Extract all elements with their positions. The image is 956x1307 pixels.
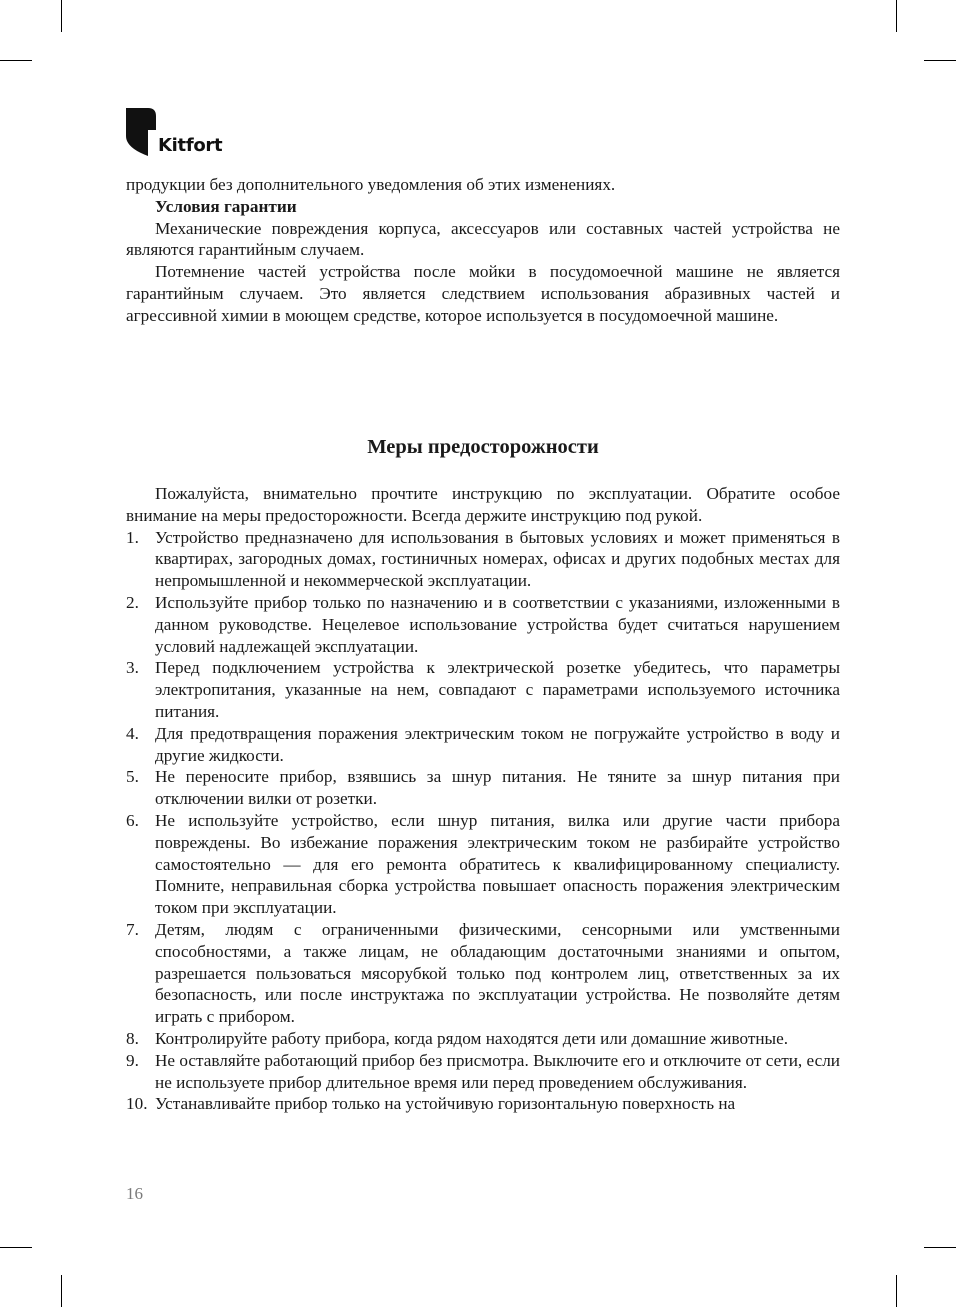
crop-mark-right-top bbox=[924, 60, 956, 61]
safety-lead: Пожалуйста, внимательно прочтите инструкцию по эксплуатации. Обратите особое внимание на меры предосторожности. Всегда держите инструкцию под рукой. bbox=[126, 484, 840, 525]
warranty-section bbox=[126, 174, 840, 327]
crop-mark-bottom-left bbox=[61, 1275, 62, 1307]
list-item: 6. Не используйте устройство, если шнур питания, вилка или другие части прибора повреждены. Во избежание поражения электрическим током не разбирайте устройство самостоятельно — для его ремонта обратитесь к квалифицированному специалисту. Помните, неправильная сборка устройства повышает опасность поражения электрическим током при эксплуатации. bbox=[126, 810, 840, 918]
list-item: 3. Перед подключением устройства к электрической розетке убедитесь, что параметры электропитания, указанные на нем, совпадают с параметрами используемого источника питания. bbox=[126, 658, 840, 721]
crop-mark-right-bottom bbox=[924, 1247, 956, 1248]
section-title: Меры предосторожности bbox=[367, 436, 599, 458]
crop-mark-bottom-right bbox=[896, 1275, 897, 1307]
list-item: 10. Устанавливайте прибор только на устойчивую горизонтальную поверхность на bbox=[126, 1094, 736, 1114]
warranty-paragraph-1: Механические повреждения корпуса, аксессуаров или составных частей устройства не являются гарантийным случаем. bbox=[126, 218, 840, 260]
list-item: 2. Используйте прибор только по назначению и в соответствии с указаниями, изложенными в данном руководстве. Нецелевое использование устройства будет считаться нарушением условий надлежащей эксплуатации. bbox=[126, 592, 840, 656]
brand-name: Kitfort bbox=[158, 135, 223, 156]
list-item: 9. Не оставляйте работающий прибор без присмотра. Выключите его и отключите от сети, если не используете прибор длительное время или перед проведением обслуживания. bbox=[126, 1050, 840, 1092]
crop-mark-left-top bbox=[0, 60, 32, 61]
safety-section bbox=[126, 483, 840, 1115]
kitfort-logo bbox=[126, 108, 222, 156]
safety-list bbox=[126, 527, 840, 1116]
list-item: 4. Для предотвращения поражения электрическим током не погружайте устройство в воду и другие жидкости. bbox=[126, 723, 840, 765]
crop-mark-top-left bbox=[61, 0, 62, 32]
crop-mark-left-bottom bbox=[0, 1247, 32, 1248]
list-item: 7. Детям, людям с ограниченными физическими, сенсорными или умственными способностями, а также лицам, не обладающим достаточными знаниями и опытом, разрешается пользоваться мясорубкой только под контролем лиц, ответственных за их безопасность, или после инструктажа по эксплуатации устройства. Не позволяйте детям играть с прибором. bbox=[126, 919, 840, 1027]
kitfort-logo-icon bbox=[126, 108, 156, 156]
crop-mark-top-right bbox=[896, 0, 897, 32]
list-item: 1. Устройство предназначено для использования в бытовых условиях и может применяться в квартирах, загородных домах, гостиничных номерах, офисах и других подобных местах для непромышленной и некоммерческой эксплуатации. bbox=[126, 527, 840, 591]
page-number: 16 bbox=[126, 1184, 143, 1203]
continuation-text: продукции без дополнительного уведомления об этих изменениях. bbox=[126, 175, 616, 194]
list-item: 5. Не переносите прибор, взявшись за шнур питания. Не тяните за шнур питания при отключении вилки от розетки. bbox=[126, 767, 840, 809]
warranty-heading: Условия гарантии bbox=[155, 196, 297, 216]
list-item: 8. Контролируйте работу прибора, когда рядом находятся дети или домашние животные. bbox=[126, 1028, 789, 1048]
warranty-paragraph-2: Потемнение частей устройства после мойки в посудомоечной машине не является гарантийным случаем. Это является следствием использования абразивных частей и агрессивной химии в моющем средстве, которое используется в посудомоечной машине. bbox=[126, 262, 840, 325]
